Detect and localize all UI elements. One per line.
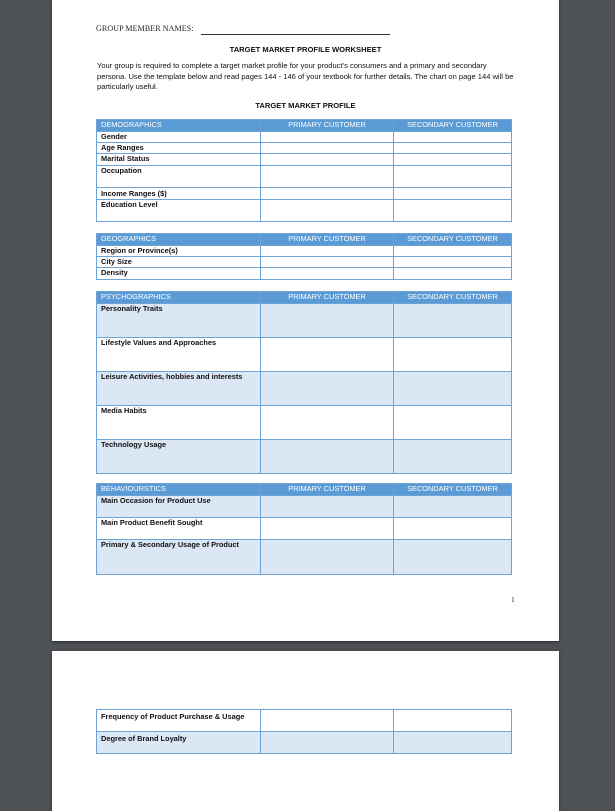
secondary-customer-heading: SECONDARY CUSTOMER [394, 120, 512, 132]
secondary-cell[interactable] [394, 338, 512, 372]
table-row [97, 406, 512, 440]
geographics-heading: GEOGRAPHICS [97, 234, 261, 246]
row-label: Age Ranges [97, 143, 261, 154]
primary-customer-heading: PRIMARY CUSTOMER [261, 234, 394, 246]
row-label: Main Product Benefit Sought [97, 518, 261, 540]
table-row [97, 732, 512, 754]
secondary-cell[interactable] [394, 710, 512, 732]
secondary-cell[interactable] [394, 166, 512, 188]
primary-cell[interactable] [261, 143, 394, 154]
table-row [97, 540, 512, 575]
intro-paragraph: Your group is required to complete a target market profile for your product’s consumers and a primary and secondary persona. Use the template below and read pages 144 - 146 of your textbook for further details. The chart on page 144 will be particularly useful. [97, 61, 514, 91]
primary-cell[interactable] [261, 268, 394, 280]
table-row [97, 496, 512, 518]
row-label: Frequency of Product Purchase & Usage [97, 710, 261, 732]
primary-cell[interactable] [261, 540, 394, 575]
primary-cell[interactable] [261, 257, 394, 268]
primary-cell[interactable] [261, 132, 394, 143]
table-row [97, 246, 512, 257]
row-label: Gender [97, 132, 261, 143]
secondary-cell[interactable] [394, 257, 512, 268]
secondary-cell[interactable] [394, 268, 512, 280]
primary-cell[interactable] [261, 710, 394, 732]
primary-cell[interactable] [261, 518, 394, 540]
document-page-1 [52, 0, 559, 641]
secondary-cell[interactable] [394, 496, 512, 518]
row-label: Main Occasion for Product Use [97, 496, 261, 518]
secondary-cell[interactable] [394, 132, 512, 143]
secondary-cell[interactable] [394, 200, 512, 222]
row-label: Lifestyle Values and Approaches [97, 338, 261, 372]
group-member-names-label: GROUP MEMBER NAMES: [96, 24, 194, 33]
behaviours-heading: BEHAVIOURSTICS [97, 484, 261, 496]
psychographics-header-row [97, 292, 512, 304]
behaviours-header-row [97, 484, 512, 496]
primary-cell[interactable] [261, 166, 394, 188]
secondary-cell[interactable] [394, 246, 512, 257]
row-label: Education Level [97, 200, 261, 222]
geographics-table [96, 233, 512, 280]
primary-cell[interactable] [261, 188, 394, 200]
table-row [97, 154, 512, 166]
secondary-customer-heading: SECONDARY CUSTOMER [394, 292, 512, 304]
table-row [97, 143, 512, 154]
table-row [97, 188, 512, 200]
table-row [97, 200, 512, 222]
table-row [97, 132, 512, 143]
primary-cell[interactable] [261, 338, 394, 372]
demographics-table [96, 119, 512, 222]
primary-cell[interactable] [261, 732, 394, 754]
secondary-cell[interactable] [394, 304, 512, 338]
primary-cell[interactable] [261, 496, 394, 518]
secondary-cell[interactable] [394, 188, 512, 200]
psychographics-heading: PSYCHOGRAPHICS [97, 292, 261, 304]
secondary-cell[interactable] [394, 732, 512, 754]
secondary-cell[interactable] [394, 518, 512, 540]
secondary-cell[interactable] [394, 143, 512, 154]
secondary-cell[interactable] [394, 154, 512, 166]
row-label: Personality Traits [97, 304, 261, 338]
primary-customer-heading: PRIMARY CUSTOMER [261, 484, 394, 496]
group-member-names-line [201, 34, 390, 35]
behaviours-table-continued [96, 709, 512, 754]
secondary-cell[interactable] [394, 440, 512, 474]
row-label: Occupation [97, 166, 261, 188]
behaviours-table [96, 483, 512, 575]
primary-cell[interactable] [261, 154, 394, 166]
psychographics-table [96, 291, 512, 474]
row-label: Primary & Secondary Usage of Product [97, 540, 261, 575]
table-row [97, 338, 512, 372]
table-row [97, 710, 512, 732]
worksheet-title: TARGET MARKET PROFILE WORKSHEET [229, 45, 382, 54]
primary-cell[interactable] [261, 246, 394, 257]
row-label: Media Habits [97, 406, 261, 440]
row-label: Income Ranges ($) [97, 188, 261, 200]
primary-cell[interactable] [261, 440, 394, 474]
primary-customer-heading: PRIMARY CUSTOMER [261, 120, 394, 132]
primary-cell[interactable] [261, 372, 394, 406]
table-row [97, 518, 512, 540]
table-row [97, 372, 512, 406]
demographics-header-row [97, 120, 512, 132]
secondary-customer-heading: SECONDARY CUSTOMER [394, 484, 512, 496]
demographics-heading: DEMOGRAPHICS [97, 120, 261, 132]
row-label: Degree of Brand Loyalty [97, 732, 261, 754]
secondary-cell[interactable] [394, 540, 512, 575]
table-row [97, 268, 512, 280]
primary-cell[interactable] [261, 304, 394, 338]
table-row [97, 166, 512, 188]
table-row [97, 440, 512, 474]
document-page-2 [52, 651, 559, 811]
row-label: Marital Status [97, 154, 261, 166]
primary-customer-heading: PRIMARY CUSTOMER [261, 292, 394, 304]
row-label: Density [97, 268, 261, 280]
page-number: 1 [511, 595, 515, 604]
row-label: Technology Usage [97, 440, 261, 474]
secondary-cell[interactable] [394, 372, 512, 406]
primary-cell[interactable] [261, 406, 394, 440]
table-row [97, 257, 512, 268]
table-row [97, 304, 512, 338]
row-label: Region or Province(s) [97, 246, 261, 257]
row-label: Leisure Activities, hobbies and interests [97, 372, 261, 406]
primary-cell[interactable] [261, 200, 394, 222]
secondary-customer-heading: SECONDARY CUSTOMER [394, 234, 512, 246]
geographics-header-row [97, 234, 512, 246]
row-label: City Size [97, 257, 261, 268]
secondary-cell[interactable] [394, 406, 512, 440]
profile-title: TARGET MARKET PROFILE [255, 101, 356, 110]
